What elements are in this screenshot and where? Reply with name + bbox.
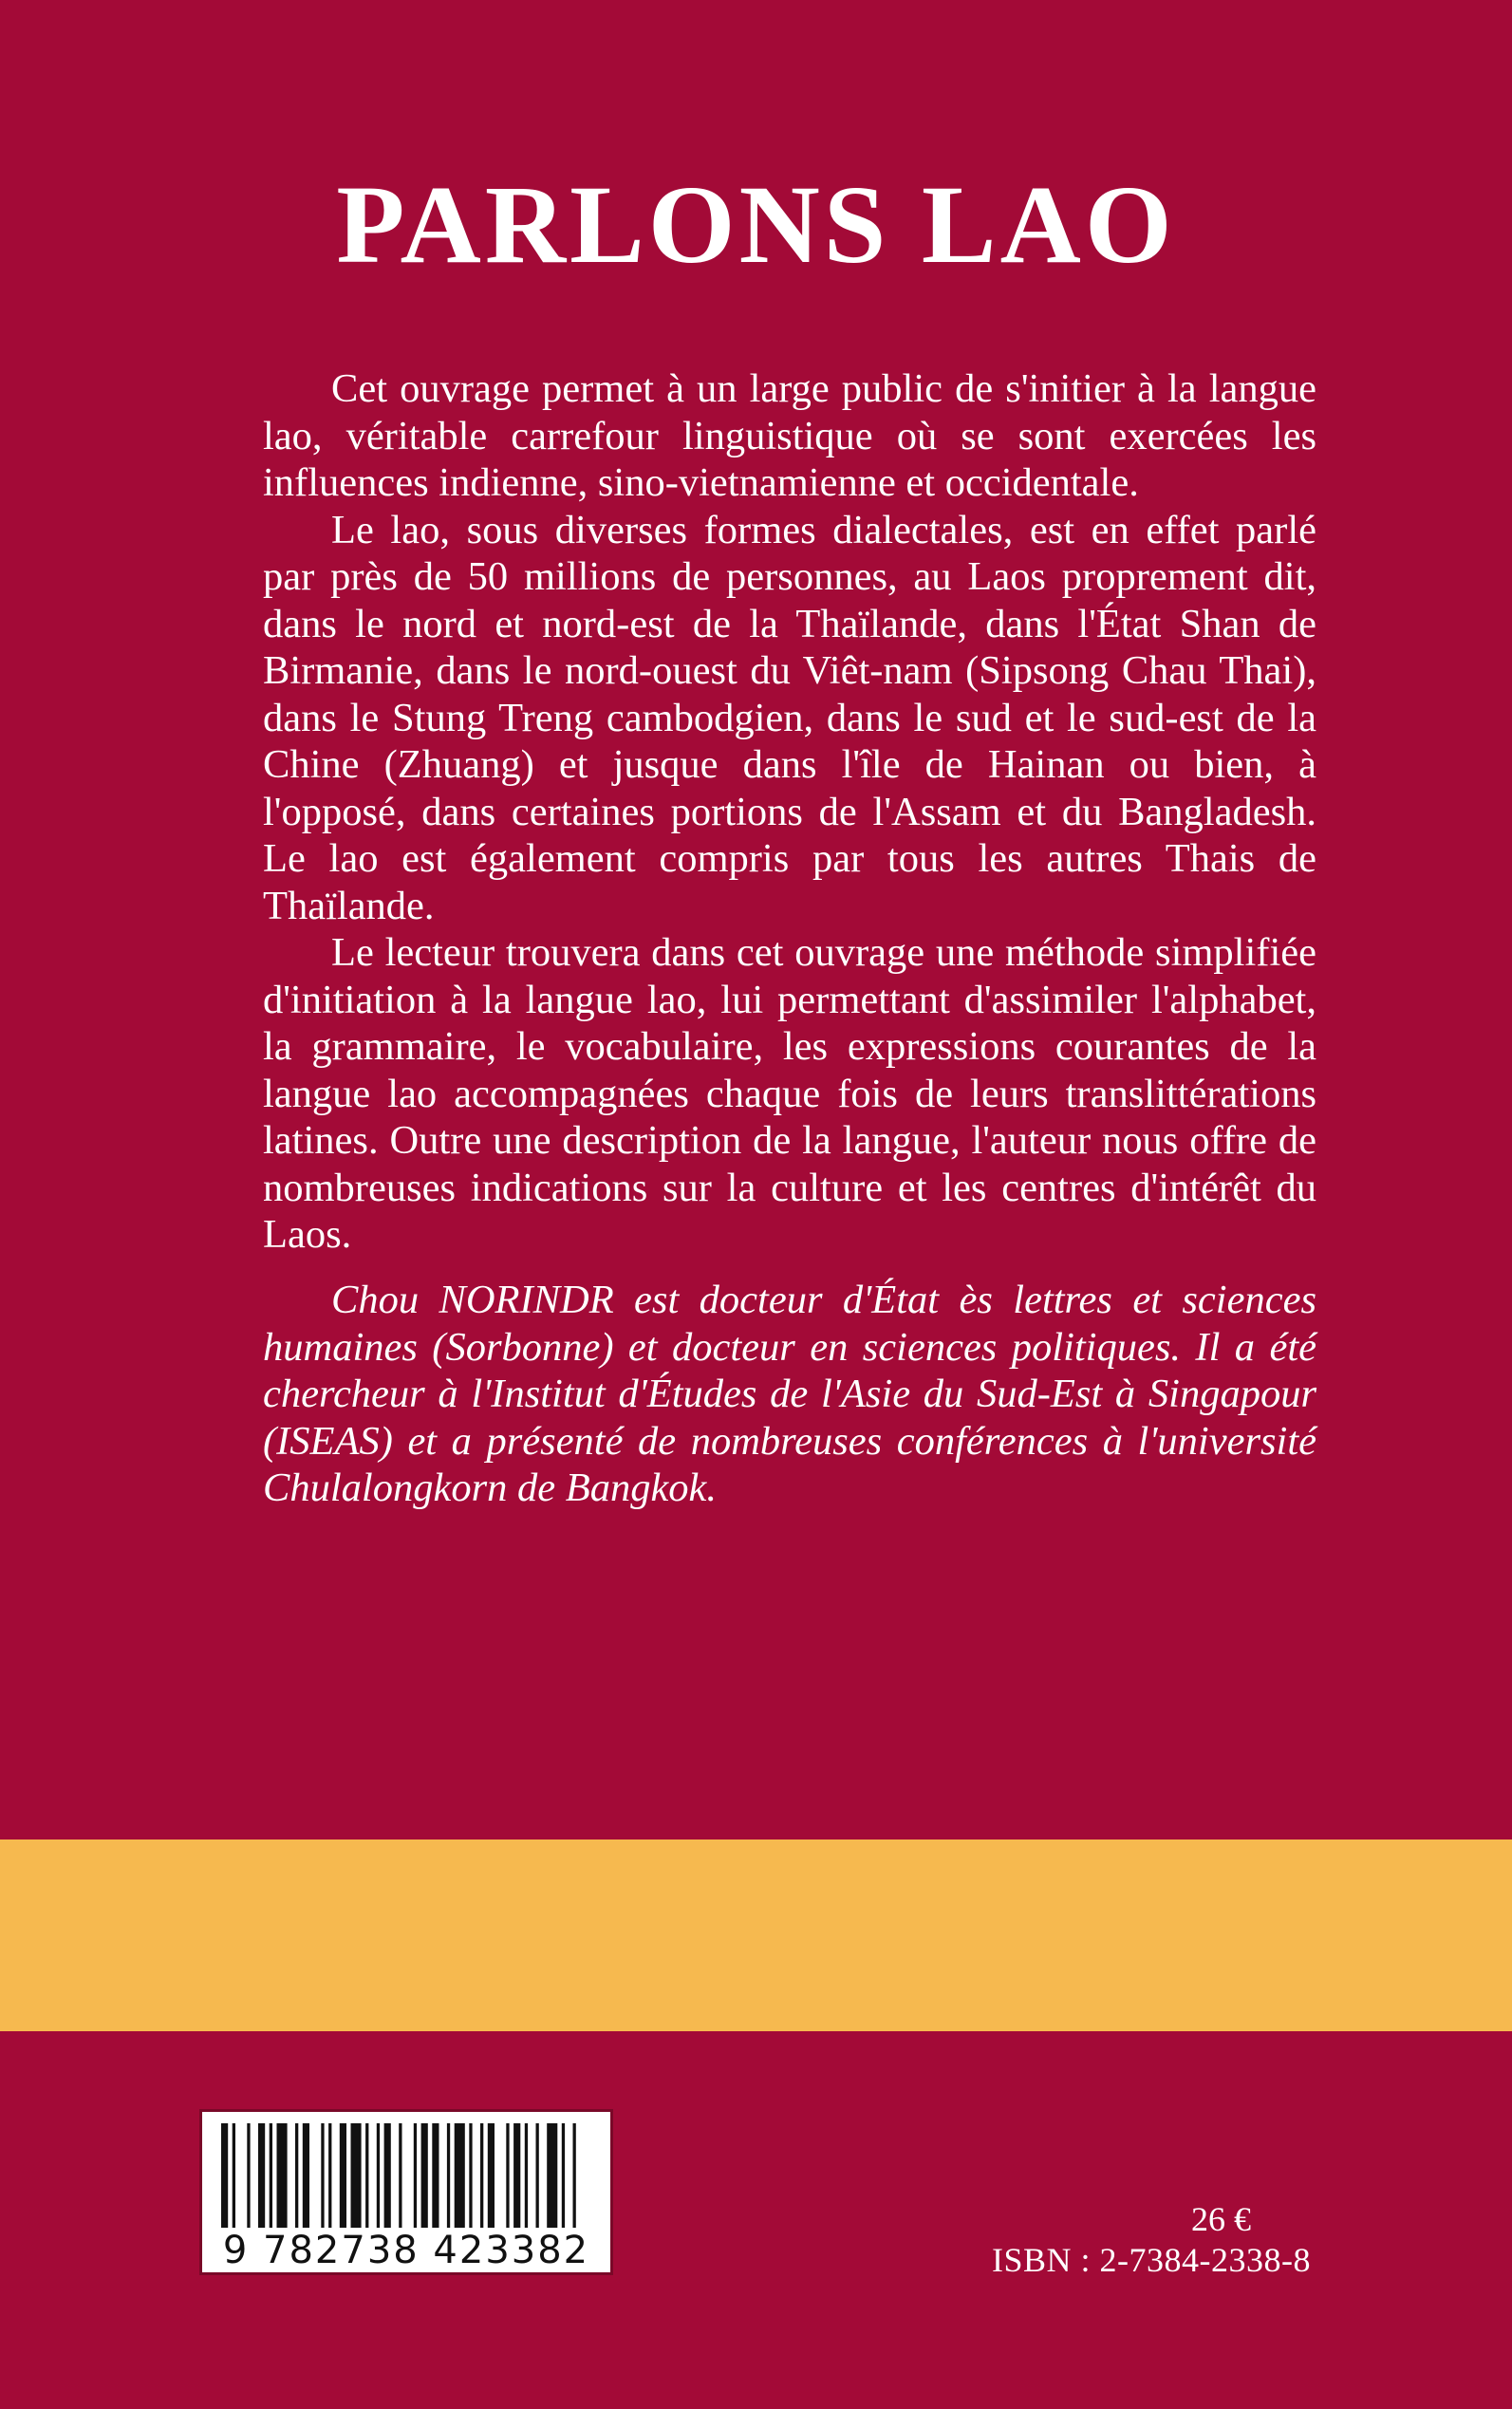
barcode-bar	[414, 2123, 417, 2228]
description-paragraph-3: Le lecteur trouvera dans cet ouvrage une méthode simplifiée d'initiation à la langue lao, lui permettant d'assimiler l'alphabet, la grammaire, le vocabulaire, les expressions courantes de la langue lao accompagnées chaque fois de leurs translittérations latines. Outre une description de la langue, l'auteur nous offre de nombreuses indications sur la culture et les centres d'intérêt du Laos.	[263, 930, 1316, 1257]
barcode-bar	[247, 2123, 250, 2228]
barcode-bar	[447, 2123, 450, 2228]
barcode-bar	[221, 2123, 228, 2228]
barcode-bar	[547, 2123, 557, 2228]
barcode-bar	[455, 2123, 465, 2228]
book-description	[263, 365, 1316, 1259]
barcode-bar	[488, 2123, 495, 2228]
barcode-bar	[399, 2123, 401, 2228]
barcode-bar	[295, 2123, 298, 2228]
book-title: PARLONS LAO	[336, 162, 1176, 287]
author-bio-paragraph: Chou NORINDR est docteur d'État ès lettres et sciences humaines (Sorbonne) et docteur en sciences politiques. Il a été chercheur à l'Institut d'Études de l'Asie du Sud-Est à Singapour (ISEAS) et a présenté de nombreuses conférences à l'université Chulalongkorn de Bangkok.	[263, 1278, 1316, 1510]
barcode-bar	[365, 2123, 368, 2228]
description-paragraph-1: Cet ouvrage permet à un large public de s'initier à la langue lao, véritable carrefour linguistique où se sont exercées les influences indienne, sino-vietnamienne et occidentale.	[263, 366, 1316, 505]
barcode-bar	[536, 2123, 539, 2228]
barcode-bar	[233, 2123, 235, 2228]
barcode-bar	[321, 2123, 324, 2228]
isbn: ISBN : 2-7384-2338-8	[992, 2241, 1311, 2279]
barcode-bar	[328, 2123, 331, 2228]
barcode-bar	[573, 2123, 576, 2228]
barcode-bar	[377, 2123, 380, 2228]
barcode-bar	[469, 2123, 472, 2228]
barcode-bar	[421, 2123, 428, 2228]
price: 26 €	[1191, 2200, 1251, 2238]
barcode-bar	[351, 2123, 362, 2228]
barcode-bar	[506, 2123, 509, 2228]
barcode-bar	[432, 2123, 439, 2228]
barcode-bar	[384, 2123, 391, 2228]
barcode-bar	[525, 2123, 528, 2228]
barcode-bar	[270, 2123, 272, 2228]
description-paragraph-2: Le lao, sous diverses formes dialectales, est en effet parlé par près de 50 millions de personnes, au Laos proprement dit, dans le nord et nord-est de la Thaïlande, dans l'État Shan de Birmanie, dans le nord-ouest du Viêt-nam (Sipsong Chau Thai), dans le Stung Treng cambodgien, dans le sud et le sud-est de la Chine (Zhuang) et jusque dans l'île de Hainan ou bien, à l'opposé, dans certaines portions de l'Assam et du Bangladesh. Le lao est également compris par tous les autres Thais de Thaïlande.	[263, 507, 1316, 928]
barcode-bar	[258, 2123, 265, 2228]
barcode-bar	[340, 2123, 346, 2228]
decorative-band	[0, 1839, 1512, 2031]
barcode	[199, 2109, 613, 2275]
barcode-digits: 9 782738 423382	[222, 2229, 590, 2272]
author-bio	[263, 1277, 1316, 1512]
barcode-bar	[480, 2123, 483, 2228]
barcode-bar	[562, 2123, 565, 2228]
barcode-bar	[513, 2123, 520, 2228]
barcode-bar	[303, 2123, 309, 2228]
barcode-bar	[277, 2123, 288, 2228]
